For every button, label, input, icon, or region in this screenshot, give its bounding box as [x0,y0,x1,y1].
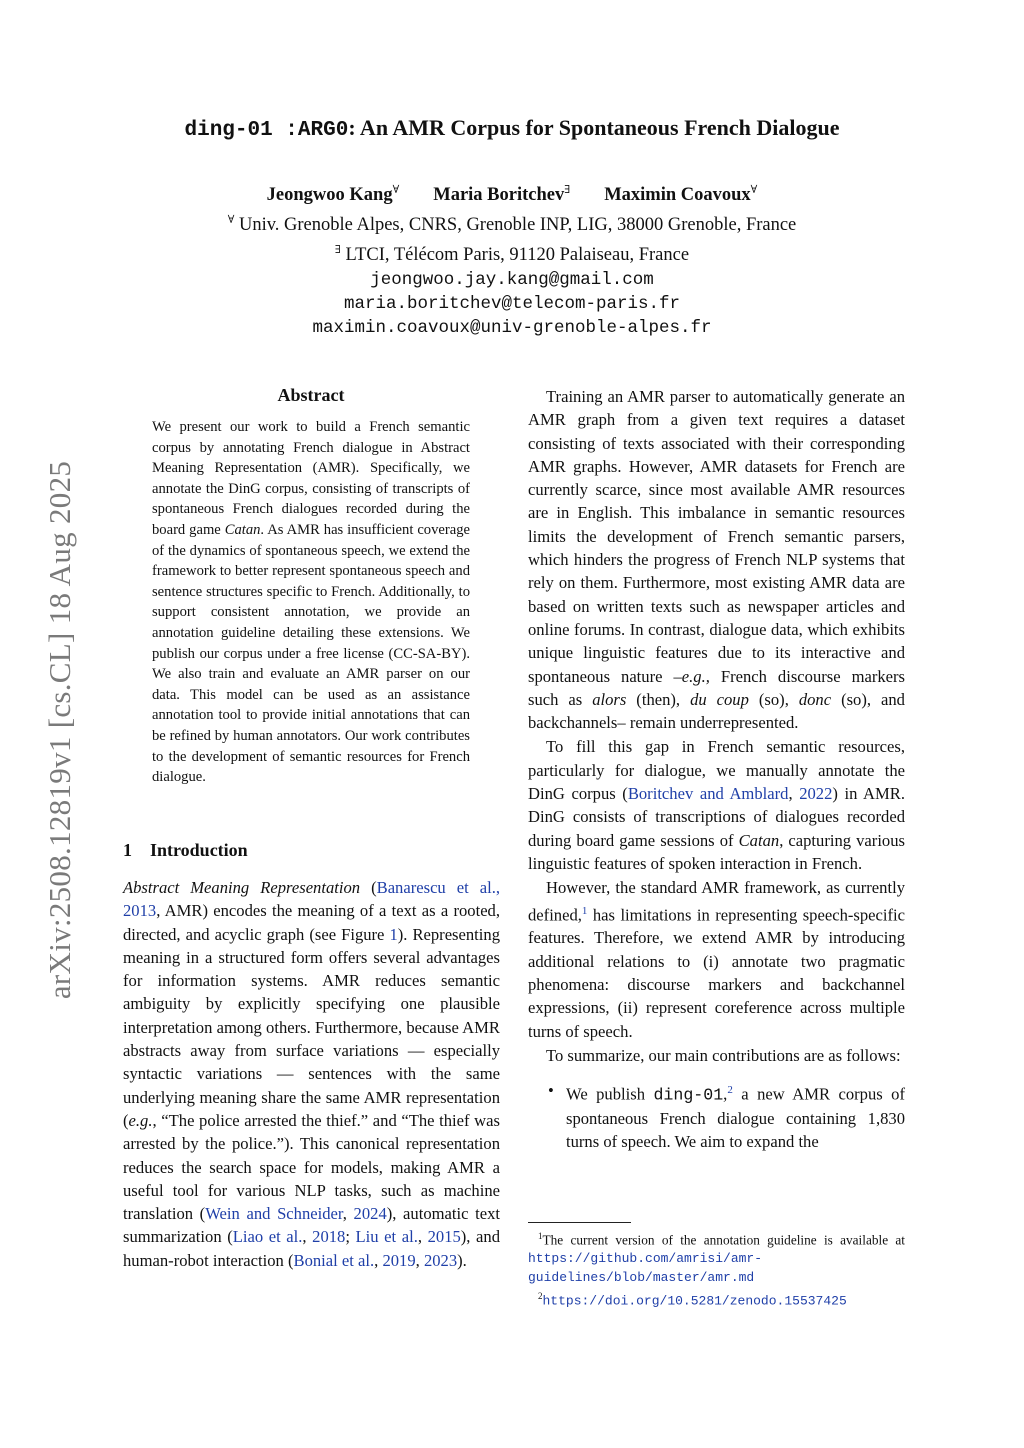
intro-right-column [528,385,905,1154]
author-names [0,178,1024,208]
citation-link[interactable]: Liao et al. [232,1227,303,1247]
paragraph: However, the standard AMR framework, as currently defined,$^1$ has limitations in representing speech-specific features. Therefore, we extend AMR by introducing additional relations to (i) annotate two pragmatic phenomena: discourse markers and backchannel expressions, (ii) represent coreference across multiple turns of speech. [528,878,905,1041]
footnote-divider [528,1222,631,1223]
citation-link[interactable]: Wein and Schneider [205,1204,343,1224]
author-name: Maximin Coavoux∀ [604,184,758,206]
citation-link[interactable]: 2018 [312,1227,346,1247]
footnote-url[interactable]: https://github.com/amrisi/amr-guidelines/blob/master/amr.md [528,1251,763,1286]
bullet-icon: • [548,1081,554,1101]
affiliation: ∃ LTCI, Télécom Paris, 91120 Palaiseau, France [334,244,690,266]
abstract-text: We present our work to build a French semantic corpus by annotating French dialogue in Abstract Meaning Representation (AMR). Specifically, we annotate the DinG corpus, consisting of transcripts of spontaneous French dialogues recorded during the board game Catan. As AMR has insufficient coverage of the dynamics of spontaneous speech, we extend the framework to better represent spontaneous speech and sentence structures specific to French. Additionally, to support consistent annotation, we provide an annotation guideline detailing these extensions. We publish our corpus under a free license (CC-SA-BY). We also train and evaluate an AMR parser on our data. This model can be used as an assistance annotation tool to provide initial annotations that can be refined by human annotators. Our work contributes to the development of semantic resources for French dialogue. [152,419,470,786]
footnote: $^2$https://doi.org/10.5281/zenodo.15537425 [538,1291,847,1309]
paragraph: Abstract Meaning Representation (Banarescu et al., 2013, AMR) encodes the meaning of a text as a rooted, directed, and acyclic graph (see Figure 1). Representing meaning in a structured form offers several advantages for information systems. AMR reduces semantic ambiguity by explicitly specifying one plausible interpretation among others. Furthermore, because AMR abstracts away from surface variations — especially syntactic variations — sentences with the same underlying meaning share the same AMR representation (e.g., “The police arrested the thief.” and “The thief was arrested by the police.”). This canonical representation reduces the search space for models, making AMR a useful tool for various NLP tasks, such as machine translation (Wein and Schneider, 2024), automatic text summarization (Liao et al., 2018; Liu et al., 2015), and human-robot interaction (Bonial et al., 2019, 2023). [123,878,500,1270]
citation-link[interactable]: Banarescu et al., [376,878,500,897]
footnote-link[interactable]: 2 [727,1084,733,1097]
citation-link[interactable]: Bonial et al. [293,1250,375,1270]
intro-left-column [123,876,500,1272]
email[interactable]: maria.boritchev@telecom-paris.fr [343,294,681,315]
footnote-link[interactable]: 1 [581,904,588,917]
citation-link[interactable]: 2024 [353,1204,387,1224]
citation-link[interactable]: 2015 [427,1227,461,1247]
footnote: $^1$The current version of the annotation guideline is available at https://github.com/amrisi/amr-guidelines/blob/master/amr.md [528,1231,905,1286]
affiliation: ∀ Univ. Grenoble Alpes, CNRS, Grenoble INP, LIG, 38000 Grenoble, France [227,214,797,236]
author-name: Jeongwoo Kang∀ [266,184,400,206]
citation-link[interactable]: Liu et al. [355,1227,418,1247]
paragraph: Training an AMR parser to automatically generate an AMR graph from a given text requires a dataset consisting of texts associated with their corresponding AMR graphs. However, AMR datasets for French are currently scarce, since most available AMR resources are in English. This imbalance in semantic resources limits the development of French semantic parsers, which hinders the progress of French NLP systems that rely on them. Furthermore, most existing AMR data are based on written texts such as newspaper articles and online forums. In contrast, dialogue data, which exhibits unique linguistic features due to its interactive and spontaneous nature –e.g., French discourse markers such as alors (then), du coup (so), donc (so), and backchannels– remain underrepresented. [528,387,906,733]
paragraph: To summarize, our main contributions are as follows: [546,1045,901,1065]
paragraph: To fill this gap in French semantic resources, particularly for dialogue, we manually annotate the DinG corpus (Boritchev and Amblard, 2022) in AMR. DinG consists of transcriptions of dialogues recorded during board game sessions of Catan, capturing various linguistic features of spoken interaction in French. [528,737,906,873]
author-name: Maria Boritchev∃ [433,184,571,206]
figure-link[interactable]: 1 [389,924,398,944]
citation-link[interactable]: Boritchev and Amblard [627,784,789,804]
list-item: • We publish ding-01,$^2$ a new AMR corpus of spontaneous French dialogue containing 1,830 turns of speech. We aim to expand the [548,1081,905,1152]
author-block [0,178,1024,340]
paper-title: ding-01 :ARG0: An AMR Corpus for Spontaneous French Dialogue [184,115,840,142]
section-heading: 1 Introduction [123,840,248,860]
abstract-heading: Abstract [277,385,345,405]
footnote-url[interactable]: https://doi.org/10.5281/zenodo.15537425 [542,1293,847,1309]
citation-link[interactable]: 2022 [799,784,833,804]
footnotes [528,1227,905,1311]
citation-link[interactable]: 2019 [382,1250,416,1270]
email[interactable]: jeongwoo.jay.kang@gmail.com [370,270,654,291]
email[interactable]: maximin.coavoux@univ-grenoble-alpes.fr [312,318,712,339]
citation-link[interactable]: 2023 [423,1250,458,1270]
citation-link[interactable]: 2013 [123,901,157,921]
arxiv-stamp: arXiv:2508.12819v1 [cs.CL] 18 Aug 2025 [42,460,77,1000]
